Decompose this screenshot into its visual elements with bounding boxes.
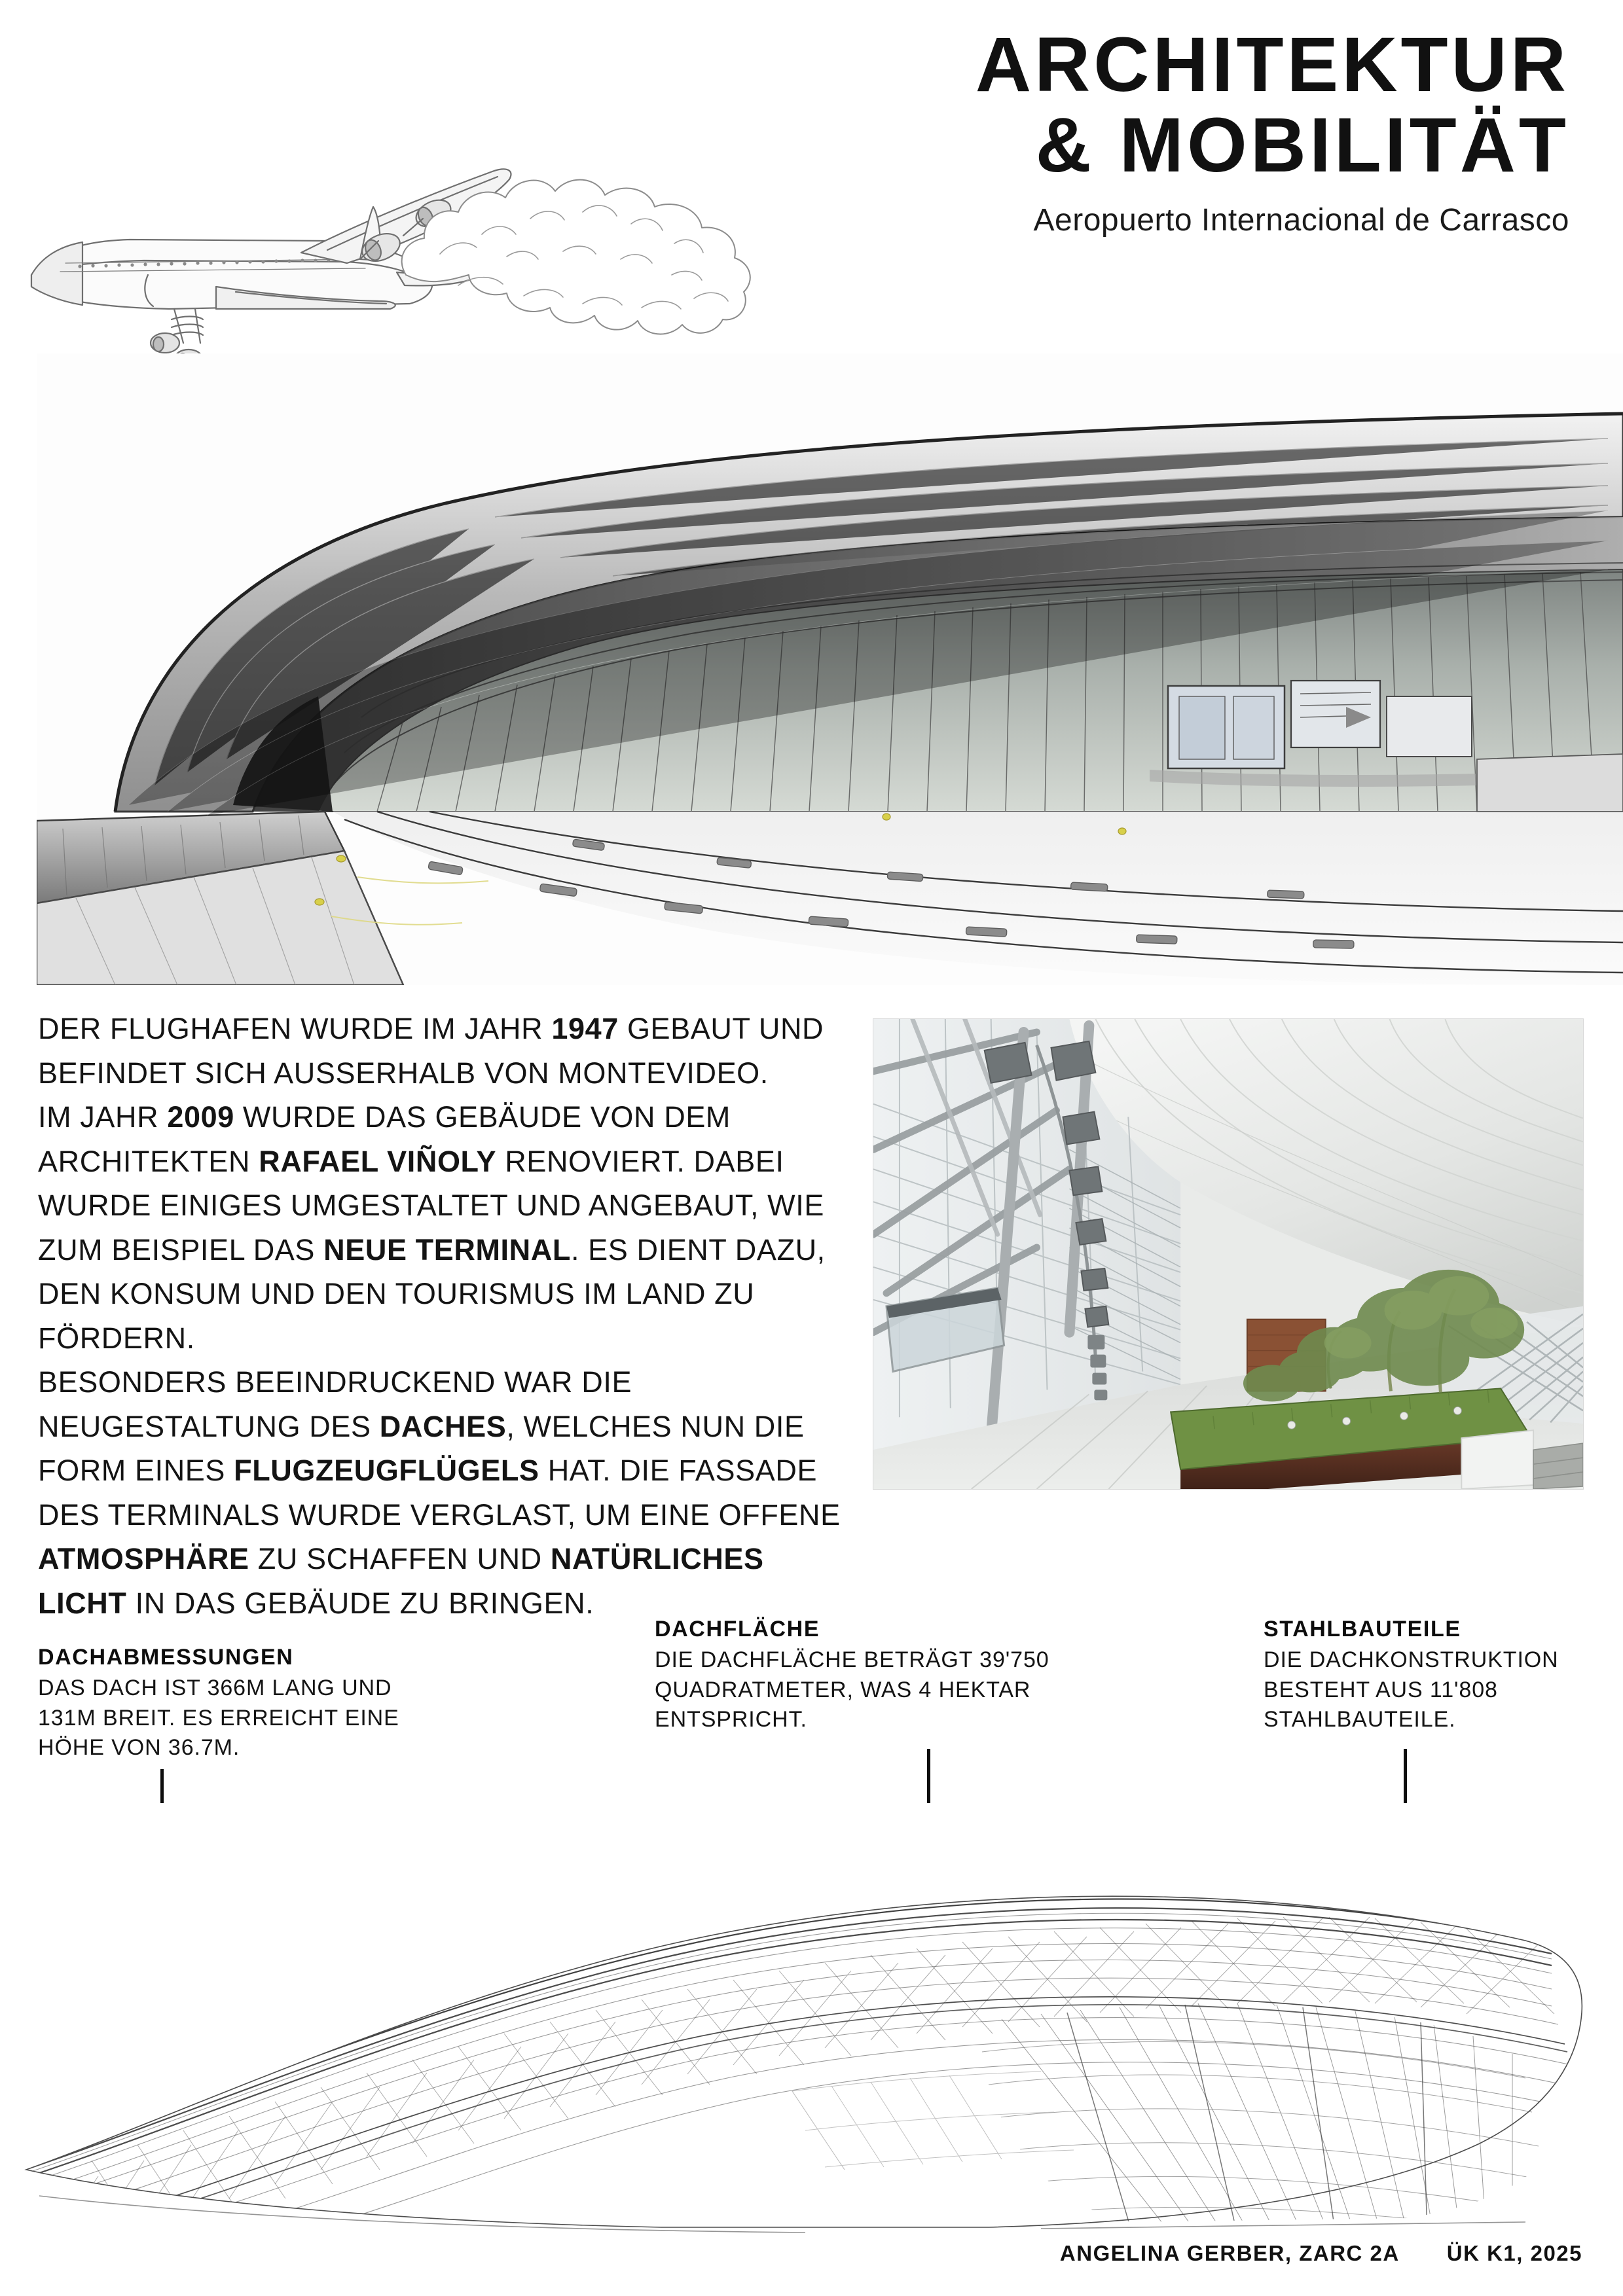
- annotation-dachabmessungen-title: DACHABMESSUNGEN: [38, 1645, 294, 1670]
- annotation-dachflaeche: [655, 1617, 1100, 1735]
- footer-credits: [1060, 2241, 1582, 2266]
- annotation-stahlbauteile-title: STAHLBAUTEILE: [1264, 1617, 1461, 1641]
- title-block: [975, 22, 1569, 238]
- page-subtitle: Aeropuerto Internacional de Carrasco: [1033, 203, 1569, 238]
- contrail-cloud-sketch-icon: [367, 79, 864, 367]
- annotation-stahlbauteile: [1264, 1617, 1623, 1735]
- footer-course: ÜK K1, 2025: [1446, 2241, 1582, 2265]
- intro-paragraph: [38, 1007, 853, 1625]
- intro-paragraph-text: DER FLUGHAFEN WURDE IM JAHR 1947 GEBAUT UND BEFINDET SICH AUSSERHALB VON MONTEVIDEO. IM JAHR 2009 WURDE DAS GEBÄUDE VON DEM ARCHITEKTEN RAFAEL VIÑOLY RENOVIERT. DABEI WURDE EINIGES UMGESTALTET UND ANGEBAUT, WIE ZUM BEISPIEL DAS NEUE TERMINAL. ES DIENT DAZU, DEN KONSUM UND DEN TOURISMUS IM LAND ZU FÖRDERN. BESONDERS BEEINDRUCKEND WAR DIE NEUGESTALTUNG DES DACHES, WELCHES NUN DIE FORM EINES FLUGZEUGFLÜGELS HAT. DIE FASSADE DES TERMINALS WURDE VERGLAST, UM EINE OFFENE ATMOSPHÄRE ZU SCHAFFEN UND NATÜRLICHES LICHT IN DAS GEBÄUDE ZU BRINGEN.: [38, 1012, 841, 1620]
- annotation-dachabmessungen-body: DAS DACH IST 366M LANG UND 131M BREIT. ES ERREICHT EINE HÖHE VON 36.7M.: [38, 1676, 399, 1761]
- terminal-perspective-sketch: [37, 353, 1623, 985]
- annotation-dachflaeche-body: DIE DACHFLÄCHE BETRÄGT 39'750 QUADRATMETER, WAS 4 HEKTAR ENTSPRICHT.: [655, 1647, 1049, 1732]
- annotation-stahlbauteile-body: DIE DACHKONSTRUKTION BESTEHT AUS 11'808 STAHLBAUTEILE.: [1264, 1647, 1559, 1732]
- roof-structure-wireframe-diagram: [20, 1803, 1604, 2235]
- poster-header: [0, 0, 1623, 367]
- footer-author: ANGELINA GERBER, ZARC 2A: [1059, 2241, 1400, 2265]
- page-title-line-2: & MOBILITÄT: [1035, 101, 1569, 188]
- annotation-dachabmessungen: [38, 1645, 405, 1763]
- terminal-interior-photo: [873, 1018, 1584, 1490]
- annotation-dachflaeche-title: DACHFLÄCHE: [655, 1617, 820, 1641]
- page-title-line-1: ARCHITEKTUR: [975, 22, 1569, 108]
